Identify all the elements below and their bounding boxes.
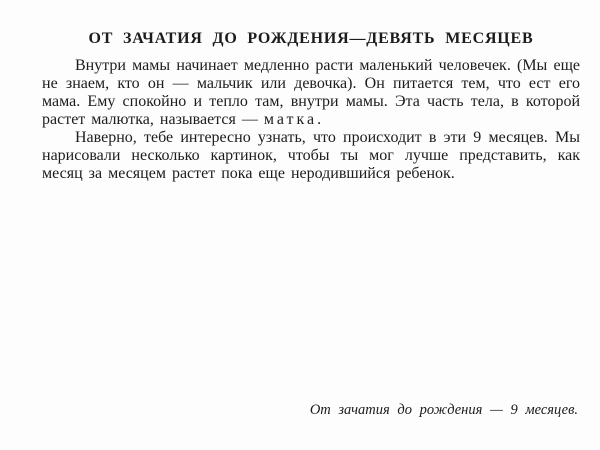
paragraph-1-text: Внутри мамы начинает медленно расти маленький человечек. (Мы еще не знаем, кто он — мальчик или девочка). Он питается тем, что ест его мама. Ему спокойно и тепло там, внутри мамы. Эта часть тела, в которой растет малютка, называется —	[42, 57, 580, 128]
body-text-block	[42, 57, 580, 183]
emphasized-term: матка	[263, 111, 318, 128]
page-title: ОТ ЗАЧАТИЯ ДО РОЖДЕНИЯ—ДЕВЯТЬ МЕСЯЦЕВ	[88, 30, 534, 47]
figure-caption: От зачатия до рождения — 9 месяцев.	[309, 402, 578, 418]
paragraph-1-period: .	[317, 111, 322, 128]
paragraph-1	[42, 57, 580, 129]
paragraph-2: Наверно, тебе интересно узнать, что происходит в эти 9 месяцев. Мы нарисовали несколько картинок, чтобы ты мог лучше представить, как месяц за месяцем растет пока еще неродившийся ребенок.	[42, 129, 580, 182]
